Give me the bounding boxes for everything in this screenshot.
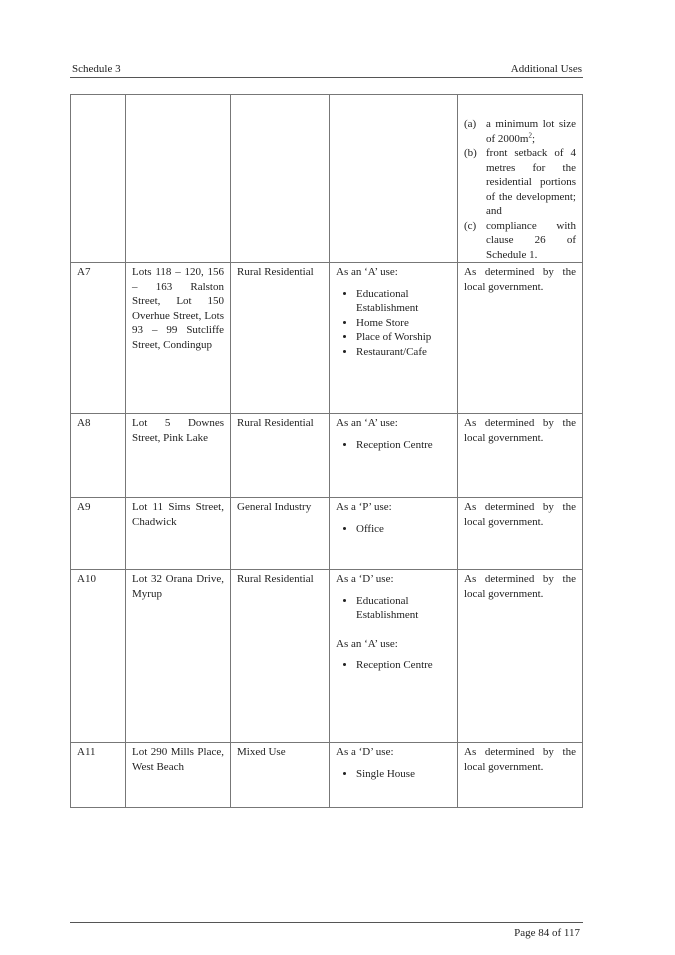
land-description: Lot 32 Orana Drive, Myrup xyxy=(126,570,231,743)
use-list xyxy=(336,438,451,453)
table-cell xyxy=(126,95,231,263)
use-item: • Single House xyxy=(356,767,451,782)
row-number: A8 xyxy=(71,414,126,498)
use-list xyxy=(336,658,451,673)
conditions-cell: As determined by the local government. xyxy=(458,498,583,570)
conditions-cell: As determined by the local government. xyxy=(458,263,583,414)
page-number: Page 84 of 117 xyxy=(514,927,580,939)
conditions-cell: As determined by the local government. xyxy=(458,570,583,743)
header-rule xyxy=(70,77,583,78)
land-description: Lot 290 Mills Place, West Beach xyxy=(126,743,231,808)
zone: Rural Residential xyxy=(231,263,330,414)
table-row xyxy=(71,263,583,414)
conditions-cell: As determined by the local government. xyxy=(458,743,583,808)
use-list xyxy=(336,287,451,360)
row-number: A11 xyxy=(71,743,126,808)
condition-item: (c) compliance with clause 26 of Schedule 1. xyxy=(464,219,576,261)
use-item: • Place of Worship xyxy=(356,330,451,345)
table-cell xyxy=(231,95,330,263)
zone: Rural Residential xyxy=(231,570,330,743)
use-item: • Reception Centre xyxy=(356,658,451,673)
additional-use-cell xyxy=(330,570,458,743)
additional-use-cell xyxy=(330,743,458,808)
zone: Mixed Use xyxy=(231,743,330,808)
table-row xyxy=(71,95,583,263)
schedule-title: Schedule 3 xyxy=(72,63,121,75)
land-description: Lot 11 Sims Street, Chadwick xyxy=(126,498,231,570)
additional-use-cell xyxy=(330,263,458,414)
row-number: A10 xyxy=(71,570,126,743)
use-class-intro: As an ‘A’ use: xyxy=(336,417,398,429)
zone: Rural Residential xyxy=(231,414,330,498)
use-class-intro: As a ‘D’ use: xyxy=(336,746,394,758)
conditions-cell xyxy=(458,95,583,263)
use-item: • Educational Establishment xyxy=(356,287,451,316)
section-title: Additional Uses xyxy=(510,63,582,75)
row-number: A9 xyxy=(71,498,126,570)
use-item: • Reception Centre xyxy=(356,438,451,453)
use-list xyxy=(336,522,451,537)
use-item: • Educational Establishment xyxy=(356,594,451,623)
table-row xyxy=(71,498,583,570)
condition-item: (b) front setback of 4 metres for the residential portions of the development; and xyxy=(464,147,576,217)
row-number: A7 xyxy=(71,263,126,414)
use-class-intro: As a ‘D’ use: xyxy=(336,573,394,585)
page-header xyxy=(72,62,582,76)
table-cell xyxy=(71,95,126,263)
condition-list xyxy=(464,117,576,262)
table-row xyxy=(71,743,583,808)
land-description: Lots 118 – 120, 156 – 163 Ralston Street, Lot 150 Overhue Street, Lots 93 – 99 Sutcliffe Street, Condingup xyxy=(126,263,231,414)
condition-item: (a) a minimum lot size of $2000m^2$; xyxy=(464,118,576,145)
use-list xyxy=(336,767,451,782)
conditions-cell: As determined by the local government. xyxy=(458,414,583,498)
use-item: • Restaurant/Cafe xyxy=(356,345,451,360)
use-item: • Office xyxy=(356,522,451,537)
additional-use-cell xyxy=(330,498,458,570)
land-description: Lot 5 Downes Street, Pink Lake xyxy=(126,414,231,498)
footer-rule xyxy=(70,922,583,923)
table-cell xyxy=(330,95,458,263)
additional-uses-table xyxy=(70,94,583,808)
use-class-intro: As an ‘A’ use: xyxy=(336,637,398,650)
use-class-intro: As a ‘P’ use: xyxy=(336,501,392,513)
table-row xyxy=(71,570,583,743)
additional-use-cell xyxy=(330,414,458,498)
zone: General Industry xyxy=(231,498,330,570)
use-class-intro: As an ‘A’ use: xyxy=(336,266,398,278)
use-item: • Home Store xyxy=(356,316,451,331)
use-list xyxy=(336,594,451,623)
table-row xyxy=(71,414,583,498)
